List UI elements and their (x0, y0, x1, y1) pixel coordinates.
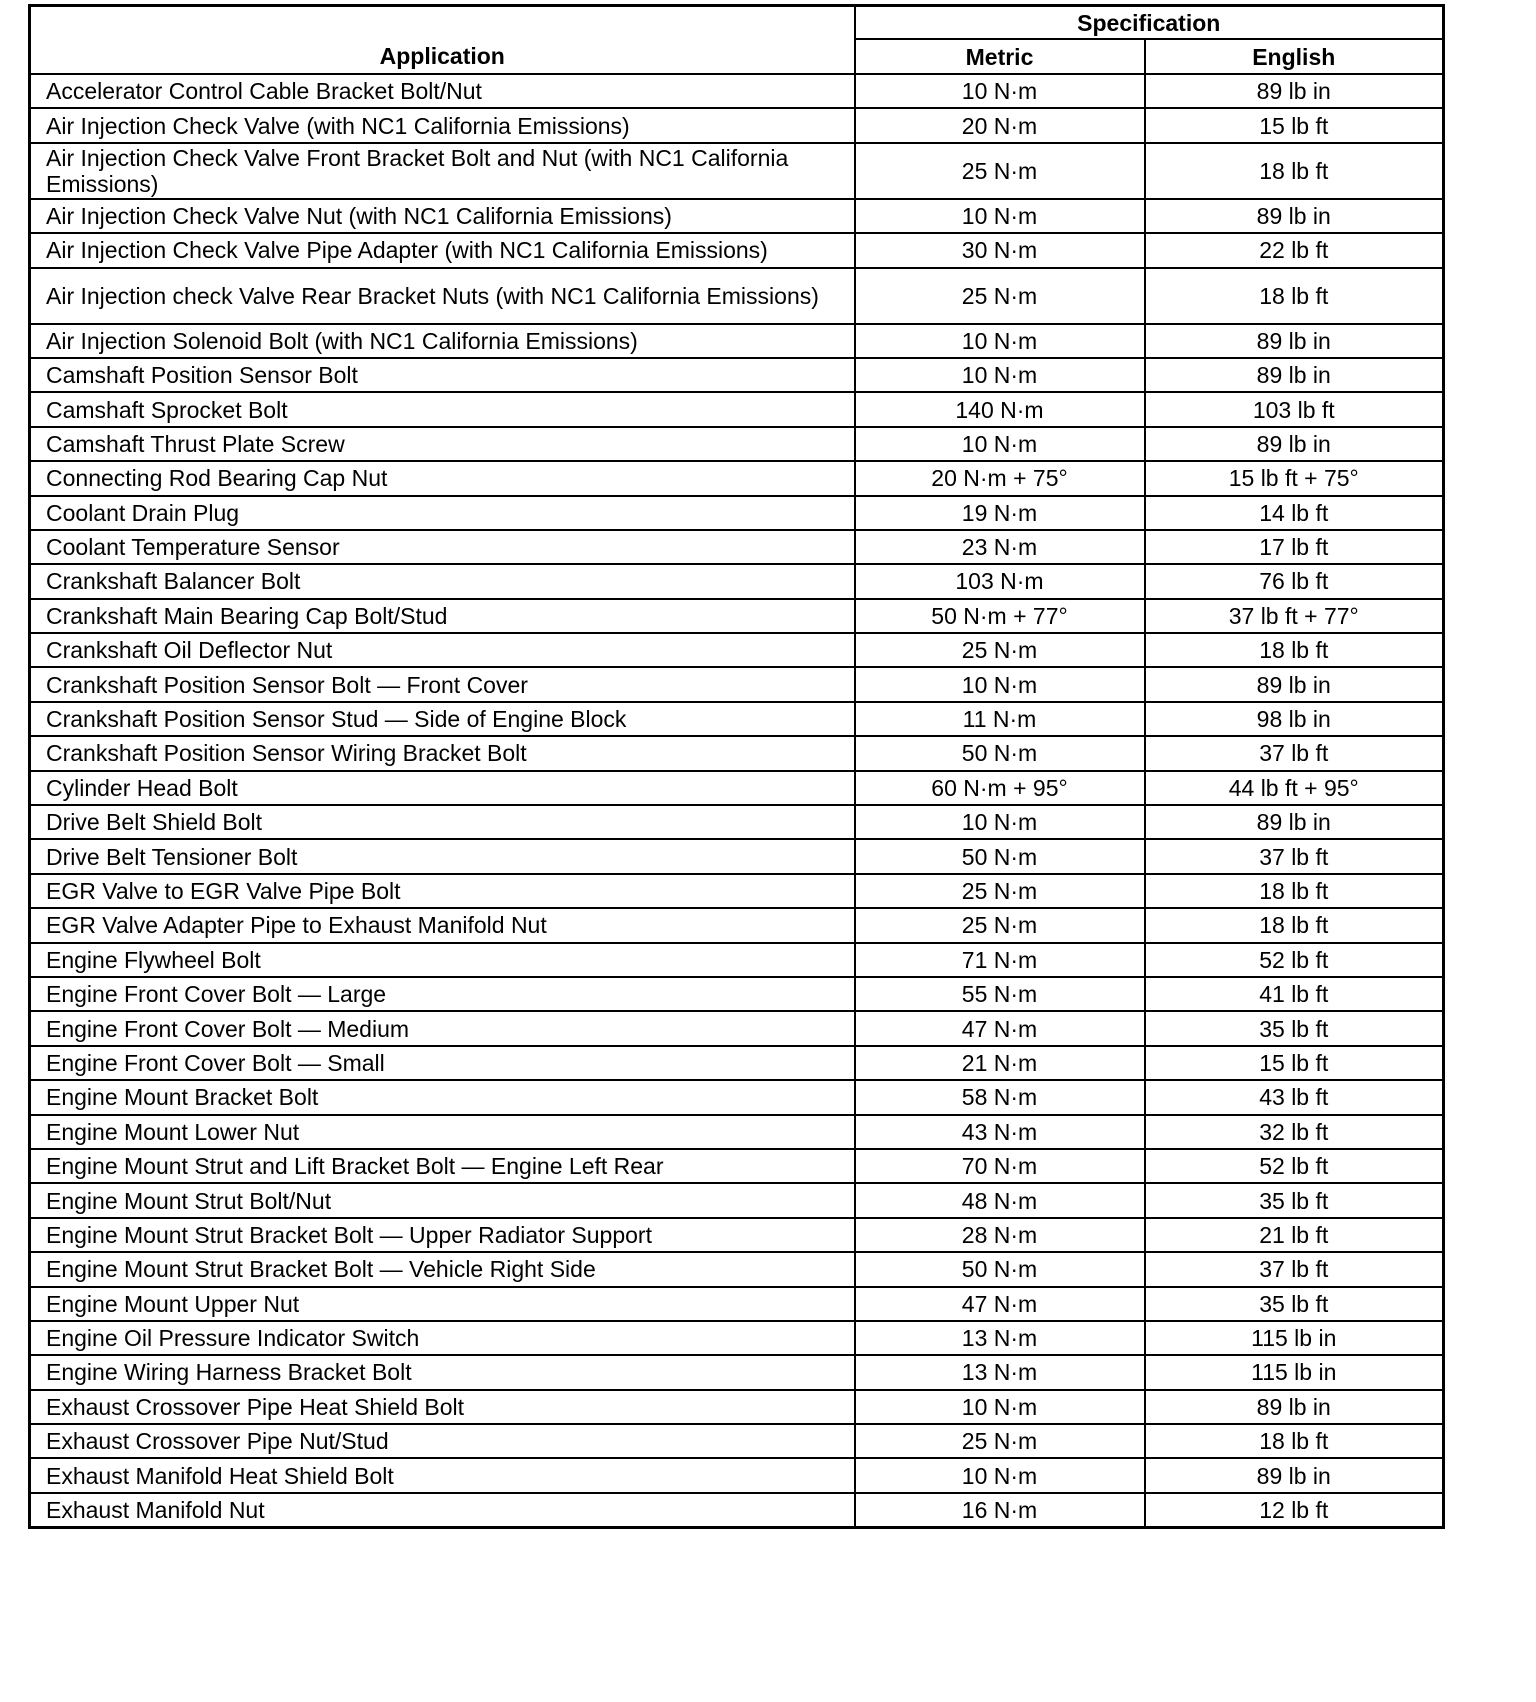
english-cell: 89 lb in (1145, 324, 1444, 358)
application-cell: Drive Belt Tensioner Bolt (30, 839, 855, 873)
application-cell: Exhaust Crossover Pipe Heat Shield Bolt (30, 1390, 855, 1424)
table-row (30, 633, 1444, 667)
table-row (30, 1115, 1444, 1149)
english-cell: 89 lb in (1145, 1458, 1444, 1492)
application-cell: Engine Mount Upper Nut (30, 1287, 855, 1321)
application-cell: Engine Wiring Harness Bracket Bolt (30, 1355, 855, 1389)
table-row (30, 1183, 1444, 1217)
english-cell: 41 lb ft (1145, 977, 1444, 1011)
table-row (30, 805, 1444, 839)
english-cell: 44 lb ft + 95° (1145, 771, 1444, 805)
table-row (30, 268, 1444, 324)
table-row (30, 530, 1444, 564)
table-row (30, 358, 1444, 392)
metric-cell: 58 N·m (855, 1080, 1145, 1114)
application-cell: Air Injection Check Valve Pipe Adapter (with NC1 California Emissions) (30, 233, 855, 267)
table-row (30, 736, 1444, 770)
metric-cell: 10 N·m (855, 74, 1145, 108)
application-cell: Crankshaft Main Bearing Cap Bolt/Stud (30, 599, 855, 633)
table-row (30, 1424, 1444, 1458)
english-cell: 35 lb ft (1145, 1287, 1444, 1321)
application-cell: Engine Mount Bracket Bolt (30, 1080, 855, 1114)
metric-cell: 140 N·m (855, 392, 1145, 426)
english-cell: 115 lb in (1145, 1321, 1444, 1355)
application-cell: Crankshaft Oil Deflector Nut (30, 633, 855, 667)
table-row (30, 324, 1444, 358)
metric-cell: 10 N·m (855, 358, 1145, 392)
table-row (30, 1493, 1444, 1528)
metric-cell: 10 N·m (855, 1390, 1145, 1424)
application-cell: Coolant Drain Plug (30, 496, 855, 530)
application-cell: Exhaust Manifold Heat Shield Bolt (30, 1458, 855, 1492)
table-row (30, 1080, 1444, 1114)
application-cell: Crankshaft Balancer Bolt (30, 564, 855, 598)
application-cell: Engine Mount Strut Bracket Bolt — Vehicle Right Side (30, 1252, 855, 1286)
english-cell: 37 lb ft (1145, 1252, 1444, 1286)
metric-cell: 25 N·m (855, 908, 1145, 942)
table-row (30, 943, 1444, 977)
metric-cell: 10 N·m (855, 199, 1145, 233)
english-cell: 43 lb ft (1145, 1080, 1444, 1114)
table-row (30, 108, 1444, 142)
metric-cell: 11 N·m (855, 702, 1145, 736)
application-cell: Exhaust Crossover Pipe Nut/Stud (30, 1424, 855, 1458)
table-row (30, 1252, 1444, 1286)
table-row (30, 461, 1444, 495)
metric-column-header: Metric (855, 39, 1145, 74)
table-row (30, 599, 1444, 633)
metric-cell: 21 N·m (855, 1046, 1145, 1080)
metric-cell: 28 N·m (855, 1218, 1145, 1252)
english-column-header: English (1145, 39, 1444, 74)
metric-cell: 25 N·m (855, 1424, 1145, 1458)
application-cell: Engine Oil Pressure Indicator Switch (30, 1321, 855, 1355)
header-row-specification (30, 6, 1444, 40)
table-row (30, 564, 1444, 598)
table-row (30, 1149, 1444, 1183)
table-row (30, 771, 1444, 805)
english-cell: 52 lb ft (1145, 1149, 1444, 1183)
application-cell: Engine Mount Strut Bracket Bolt — Upper Radiator Support (30, 1218, 855, 1252)
metric-cell: 10 N·m (855, 667, 1145, 701)
table-row (30, 874, 1444, 908)
english-cell: 89 lb in (1145, 805, 1444, 839)
metric-cell: 47 N·m (855, 1287, 1145, 1321)
metric-cell: 23 N·m (855, 530, 1145, 564)
english-cell: 32 lb ft (1145, 1115, 1444, 1149)
application-cell: Engine Mount Strut Bolt/Nut (30, 1183, 855, 1217)
metric-cell: 25 N·m (855, 268, 1145, 324)
application-cell: Engine Front Cover Bolt — Small (30, 1046, 855, 1080)
english-cell: 17 lb ft (1145, 530, 1444, 564)
metric-cell: 10 N·m (855, 805, 1145, 839)
application-cell: Engine Flywheel Bolt (30, 943, 855, 977)
metric-cell: 55 N·m (855, 977, 1145, 1011)
english-cell: 12 lb ft (1145, 1493, 1444, 1528)
metric-cell: 71 N·m (855, 943, 1145, 977)
table-row (30, 233, 1444, 267)
application-cell: Engine Front Cover Bolt — Large (30, 977, 855, 1011)
table-row (30, 1355, 1444, 1389)
table-row (30, 667, 1444, 701)
application-cell: Crankshaft Position Sensor Bolt — Front Cover (30, 667, 855, 701)
english-cell: 18 lb ft (1145, 143, 1444, 199)
english-cell: 14 lb ft (1145, 496, 1444, 530)
application-cell: Exhaust Manifold Nut (30, 1493, 855, 1528)
table-row (30, 496, 1444, 530)
metric-cell: 50 N·m (855, 839, 1145, 873)
english-cell: 15 lb ft + 75° (1145, 461, 1444, 495)
metric-cell: 70 N·m (855, 1149, 1145, 1183)
application-cell: EGR Valve to EGR Valve Pipe Bolt (30, 874, 855, 908)
table-row (30, 199, 1444, 233)
table-row (30, 1011, 1444, 1045)
table-row (30, 427, 1444, 461)
table-row (30, 1218, 1444, 1252)
english-cell: 98 lb in (1145, 702, 1444, 736)
table-body (30, 74, 1444, 1528)
specification-column-group-header: Specification (855, 6, 1444, 40)
application-cell: Air Injection Solenoid Bolt (with NC1 California Emissions) (30, 324, 855, 358)
application-cell: Camshaft Position Sensor Bolt (30, 358, 855, 392)
application-cell: Drive Belt Shield Bolt (30, 805, 855, 839)
english-cell: 22 lb ft (1145, 233, 1444, 267)
english-cell: 21 lb ft (1145, 1218, 1444, 1252)
application-cell: Accelerator Control Cable Bracket Bolt/Nut (30, 74, 855, 108)
metric-cell: 25 N·m (855, 633, 1145, 667)
application-cell: Camshaft Thrust Plate Screw (30, 427, 855, 461)
application-cell: Engine Mount Lower Nut (30, 1115, 855, 1149)
metric-cell: 13 N·m (855, 1321, 1145, 1355)
metric-cell: 43 N·m (855, 1115, 1145, 1149)
application-cell: Connecting Rod Bearing Cap Nut (30, 461, 855, 495)
application-cell: Crankshaft Position Sensor Stud — Side of Engine Block (30, 702, 855, 736)
metric-cell: 60 N·m + 95° (855, 771, 1145, 805)
table-row (30, 1321, 1444, 1355)
metric-cell: 25 N·m (855, 143, 1145, 199)
english-cell: 18 lb ft (1145, 874, 1444, 908)
english-cell: 37 lb ft (1145, 839, 1444, 873)
metric-cell: 103 N·m (855, 564, 1145, 598)
metric-cell: 10 N·m (855, 324, 1145, 358)
table-row (30, 1390, 1444, 1424)
table-row (30, 1046, 1444, 1080)
application-cell: Air Injection check Valve Rear Bracket Nuts (with NC1 California Emissions) (30, 268, 855, 324)
english-cell: 15 lb ft (1145, 1046, 1444, 1080)
metric-cell: 20 N·m (855, 108, 1145, 142)
table-row (30, 392, 1444, 426)
english-cell: 89 lb in (1145, 427, 1444, 461)
metric-cell: 50 N·m + 77° (855, 599, 1145, 633)
metric-cell: 20 N·m + 75° (855, 461, 1145, 495)
fastener-specification-table (28, 4, 1445, 1529)
english-cell: 89 lb in (1145, 667, 1444, 701)
english-cell: 18 lb ft (1145, 268, 1444, 324)
metric-cell: 25 N·m (855, 874, 1145, 908)
application-cell: Crankshaft Position Sensor Wiring Bracket Bolt (30, 736, 855, 770)
application-cell: Camshaft Sprocket Bolt (30, 392, 855, 426)
english-cell: 52 lb ft (1145, 943, 1444, 977)
english-cell: 89 lb in (1145, 358, 1444, 392)
metric-cell: 13 N·m (855, 1355, 1145, 1389)
table-row (30, 977, 1444, 1011)
english-cell: 115 lb in (1145, 1355, 1444, 1389)
table-row (30, 839, 1444, 873)
english-cell: 35 lb ft (1145, 1183, 1444, 1217)
table-row (30, 908, 1444, 942)
metric-cell: 48 N·m (855, 1183, 1145, 1217)
english-cell: 89 lb in (1145, 1390, 1444, 1424)
application-cell: Engine Mount Strut and Lift Bracket Bolt — Engine Left Rear (30, 1149, 855, 1183)
application-column-header: Application (30, 6, 855, 75)
english-cell: 18 lb ft (1145, 1424, 1444, 1458)
metric-cell: 10 N·m (855, 427, 1145, 461)
application-cell: Air Injection Check Valve Front Bracket Bolt and Nut (with NC1 California Emissions) (30, 143, 855, 199)
application-cell: Coolant Temperature Sensor (30, 530, 855, 564)
table-header (30, 6, 1444, 75)
english-cell: 15 lb ft (1145, 108, 1444, 142)
table-row (30, 74, 1444, 108)
english-cell: 76 lb ft (1145, 564, 1444, 598)
table-row (30, 702, 1444, 736)
english-cell: 103 lb ft (1145, 392, 1444, 426)
table-row (30, 1458, 1444, 1492)
application-cell: Air Injection Check Valve (with NC1 California Emissions) (30, 108, 855, 142)
metric-cell: 50 N·m (855, 1252, 1145, 1286)
metric-cell: 47 N·m (855, 1011, 1145, 1045)
metric-cell: 30 N·m (855, 233, 1145, 267)
metric-cell: 50 N·m (855, 736, 1145, 770)
application-cell: Cylinder Head Bolt (30, 771, 855, 805)
table-row (30, 143, 1444, 199)
english-cell: 37 lb ft (1145, 736, 1444, 770)
table-row (30, 1287, 1444, 1321)
english-cell: 18 lb ft (1145, 633, 1444, 667)
metric-cell: 10 N·m (855, 1458, 1145, 1492)
metric-cell: 19 N·m (855, 496, 1145, 530)
application-cell: Engine Front Cover Bolt — Medium (30, 1011, 855, 1045)
english-cell: 89 lb in (1145, 199, 1444, 233)
application-cell: EGR Valve Adapter Pipe to Exhaust Manifold Nut (30, 908, 855, 942)
metric-cell: 16 N·m (855, 1493, 1145, 1528)
english-cell: 37 lb ft + 77° (1145, 599, 1444, 633)
english-cell: 35 lb ft (1145, 1011, 1444, 1045)
english-cell: 18 lb ft (1145, 908, 1444, 942)
english-cell: 89 lb in (1145, 74, 1444, 108)
application-cell: Air Injection Check Valve Nut (with NC1 California Emissions) (30, 199, 855, 233)
